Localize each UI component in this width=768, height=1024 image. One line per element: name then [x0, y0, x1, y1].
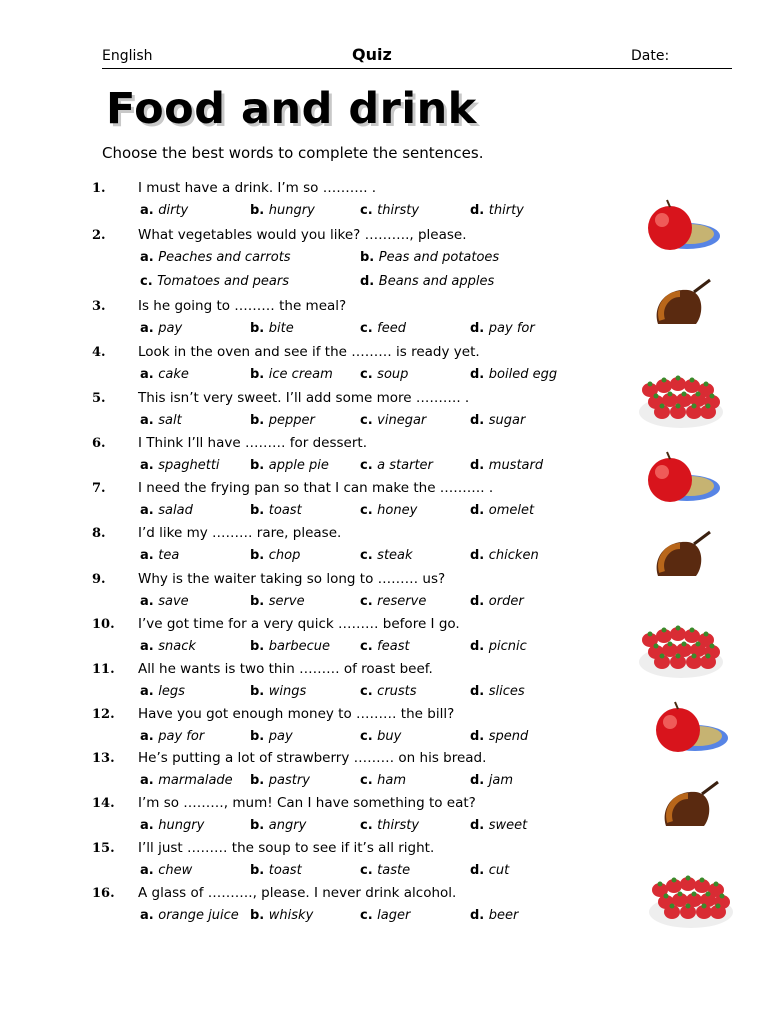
question-number: 1.	[92, 181, 106, 196]
option-letter: b.	[250, 639, 269, 654]
option-b[interactable]	[250, 684, 306, 699]
question-number: 11.	[92, 662, 115, 677]
answer-options	[140, 773, 610, 791]
option-b[interactable]	[250, 729, 293, 744]
option-text: salt	[158, 413, 182, 428]
option-b[interactable]	[250, 594, 305, 609]
question-number: 6.	[92, 436, 106, 451]
option-d[interactable]	[470, 458, 543, 473]
apple-icon	[640, 700, 730, 764]
option-b[interactable]	[250, 863, 302, 878]
option-d[interactable]	[470, 203, 524, 218]
question-3	[92, 299, 632, 345]
option-letter: b.	[250, 203, 269, 218]
option-b[interactable]	[250, 367, 333, 382]
option-a[interactable]	[140, 908, 239, 923]
option-b[interactable]	[250, 458, 329, 473]
option-b[interactable]	[360, 250, 499, 265]
option-text: order	[488, 594, 524, 609]
option-letter: b.	[250, 548, 269, 563]
option-text: wings	[268, 684, 307, 699]
option-letter: a.	[140, 367, 159, 382]
subject-label: English	[102, 48, 153, 64]
pear-icon	[644, 528, 724, 592]
option-a[interactable]	[140, 863, 192, 878]
option-text: ham	[377, 773, 407, 788]
option-text: jam	[488, 773, 514, 788]
question-10	[92, 617, 632, 663]
option-d[interactable]	[470, 321, 535, 336]
question-11	[92, 662, 632, 708]
option-b[interactable]	[250, 203, 315, 218]
option-c[interactable]	[360, 684, 417, 699]
option-letter: a.	[140, 203, 159, 218]
option-c[interactable]	[360, 203, 419, 218]
option-letter: b.	[250, 503, 269, 518]
option-text: feed	[377, 321, 406, 336]
question-text: I need the frying pan so that I can make the ………. .	[138, 480, 494, 496]
question-2	[92, 228, 632, 298]
option-letter: b.	[250, 321, 269, 336]
question-number: 2.	[92, 228, 106, 243]
question-text: I’d like my ……… rare, please.	[138, 525, 342, 541]
option-d[interactable]	[360, 274, 494, 289]
option-text: vinegar	[377, 413, 427, 428]
option-d[interactable]	[470, 639, 527, 654]
question-number: 3.	[92, 299, 106, 314]
option-text: thirty	[488, 203, 524, 218]
option-letter: d.	[470, 548, 489, 563]
option-letter: d.	[470, 594, 489, 609]
option-letter: c.	[360, 908, 378, 923]
option-letter: c.	[360, 773, 378, 788]
option-letter: c.	[360, 548, 378, 563]
option-d[interactable]	[470, 863, 509, 878]
option-text: crusts	[377, 684, 417, 699]
option-letter: b.	[250, 863, 269, 878]
option-letter: a.	[140, 594, 159, 609]
pear-icon	[652, 778, 732, 842]
option-letter: c.	[360, 729, 378, 744]
question-text: All he wants is two thin ……… of roast beef.	[138, 661, 433, 677]
question-number: 5.	[92, 391, 106, 406]
option-letter: b.	[250, 818, 269, 833]
answer-options	[140, 203, 610, 221]
option-text: barbecue	[268, 639, 330, 654]
option-letter: b.	[250, 773, 269, 788]
option-letter: b.	[250, 594, 269, 609]
option-text: pay	[268, 729, 293, 744]
option-text: chew	[158, 863, 193, 878]
question-number: 14.	[92, 796, 115, 811]
option-c[interactable]	[360, 321, 406, 336]
option-text: lager	[377, 908, 411, 923]
question-number: 10.	[92, 617, 115, 632]
option-text: chicken	[488, 548, 539, 563]
option-text: buy	[377, 729, 402, 744]
question-15	[92, 841, 632, 887]
option-d[interactable]	[470, 818, 527, 833]
option-letter: c.	[360, 458, 378, 473]
question-number: 9.	[92, 572, 106, 587]
question-text: This isn’t very sweet. I’ll add some more ………. .	[138, 390, 470, 406]
option-text: reserve	[377, 594, 427, 609]
option-text: a starter	[377, 458, 433, 473]
question-5	[92, 391, 632, 437]
question-text: I’m so ………, mum! Can I have something to eat?	[138, 795, 476, 811]
option-text: serve	[268, 594, 305, 609]
option-text: spaghetti	[158, 458, 220, 473]
question-16	[92, 886, 632, 932]
pear-icon	[644, 276, 724, 340]
question-14	[92, 796, 632, 842]
option-text: hungry	[268, 203, 315, 218]
option-a[interactable]	[140, 321, 182, 336]
option-c[interactable]	[360, 503, 417, 518]
option-text: Peas and potatoes	[378, 250, 500, 265]
strawberry-bowl-icon	[636, 612, 726, 686]
option-letter: a.	[140, 639, 159, 654]
option-letter: b.	[250, 729, 269, 744]
answer-options	[140, 413, 610, 431]
question-number: 8.	[92, 526, 106, 541]
option-a[interactable]	[140, 458, 220, 473]
answer-options	[140, 458, 610, 476]
option-c[interactable]	[360, 729, 401, 744]
option-text: Peaches and carrots	[158, 250, 291, 265]
option-letter: b.	[250, 684, 269, 699]
option-letter: b.	[250, 908, 269, 923]
option-a[interactable]	[140, 729, 204, 744]
option-letter: d.	[470, 321, 489, 336]
option-a[interactable]	[140, 594, 189, 609]
option-text: Tomatoes and pears	[157, 274, 289, 289]
question-text: What vegetables would you like? ………., please.	[138, 227, 467, 243]
option-letter: d.	[470, 684, 489, 699]
option-letter: c.	[360, 639, 378, 654]
question-text: Is he going to ……… the meal?	[138, 298, 347, 314]
question-13	[92, 751, 632, 797]
option-text: dirty	[158, 203, 189, 218]
instructions: Choose the best words to complete the sentences.	[102, 144, 484, 162]
option-a[interactable]	[140, 548, 179, 563]
option-d[interactable]	[470, 908, 518, 923]
option-letter: c.	[360, 321, 378, 336]
question-text: Look in the oven and see if the ……… is ready yet.	[138, 344, 480, 360]
question-number: 4.	[92, 345, 106, 360]
option-text: bite	[268, 321, 294, 336]
option-text: soup	[377, 367, 409, 382]
question-9	[92, 572, 632, 618]
option-a[interactable]	[140, 250, 291, 265]
option-text: pay	[158, 321, 183, 336]
option-b[interactable]	[250, 321, 294, 336]
option-text: thirsty	[377, 818, 420, 833]
option-letter: c.	[140, 274, 158, 289]
option-letter: b.	[250, 413, 269, 428]
question-8	[92, 526, 632, 572]
answer-options	[140, 863, 610, 881]
option-text: slices	[488, 684, 525, 699]
option-b[interactable]	[250, 818, 306, 833]
option-letter: d.	[470, 413, 489, 428]
option-letter: d.	[470, 458, 489, 473]
question-number: 13.	[92, 751, 115, 766]
option-text: spend	[488, 729, 529, 744]
option-c[interactable]	[360, 639, 410, 654]
option-letter: d.	[470, 203, 489, 218]
question-text: Have you got enough money to ……… the bill?	[138, 706, 455, 722]
option-letter: c.	[360, 413, 378, 428]
option-text: orange juice	[158, 908, 239, 923]
question-text: Why is the waiter taking so long to ……… us?	[138, 571, 446, 587]
option-text: toast	[268, 863, 302, 878]
answer-options	[140, 321, 610, 339]
option-letter: c.	[360, 594, 378, 609]
option-c[interactable]	[360, 818, 419, 833]
option-letter: d.	[470, 863, 489, 878]
option-text: toast	[268, 503, 302, 518]
option-b[interactable]	[250, 548, 300, 563]
option-letter: d.	[470, 773, 489, 788]
option-letter: a.	[140, 729, 159, 744]
option-letter: d.	[360, 274, 379, 289]
option-letter: a.	[140, 548, 159, 563]
option-d[interactable]	[470, 594, 524, 609]
option-text: whisky	[268, 908, 314, 923]
option-letter: b.	[250, 367, 269, 382]
question-12	[92, 707, 632, 753]
option-letter: c.	[360, 818, 378, 833]
option-d[interactable]	[470, 729, 528, 744]
answer-options	[140, 818, 610, 836]
option-c[interactable]	[360, 863, 410, 878]
option-letter: a.	[140, 503, 159, 518]
option-text: picnic	[488, 639, 527, 654]
option-a[interactable]	[140, 367, 189, 382]
answer-options	[140, 594, 610, 612]
option-letter: c.	[360, 684, 378, 699]
answer-options	[140, 367, 610, 385]
option-letter: a.	[140, 818, 159, 833]
option-c[interactable]	[140, 274, 289, 289]
answer-options	[140, 729, 610, 747]
option-b[interactable]	[250, 503, 302, 518]
option-a[interactable]	[140, 639, 196, 654]
option-d[interactable]	[470, 503, 534, 518]
question-7	[92, 481, 632, 527]
option-letter: c.	[360, 503, 378, 518]
option-c[interactable]	[360, 367, 408, 382]
option-letter: a.	[140, 684, 159, 699]
option-text: legs	[158, 684, 185, 699]
answer-options	[140, 548, 610, 566]
option-text: tea	[158, 548, 180, 563]
option-a[interactable]	[140, 203, 188, 218]
option-b[interactable]	[250, 413, 315, 428]
option-letter: d.	[470, 908, 489, 923]
option-letter: a.	[140, 773, 159, 788]
answer-options	[140, 503, 610, 521]
option-text: chop	[268, 548, 301, 563]
option-c[interactable]	[360, 773, 406, 788]
option-a[interactable]	[140, 818, 204, 833]
option-text: snack	[158, 639, 196, 654]
option-d[interactable]	[470, 773, 513, 788]
option-letter: d.	[470, 367, 489, 382]
date-label: Date:	[631, 48, 670, 64]
option-c[interactable]	[360, 548, 413, 563]
question-1	[92, 181, 632, 227]
question-text: I must have a drink. I’m so ………. .	[138, 180, 377, 196]
question-text: I’ll just ……… the soup to see if it’s all right.	[138, 840, 435, 856]
option-text: pastry	[268, 773, 310, 788]
option-letter: d.	[470, 818, 489, 833]
option-letter: b.	[250, 458, 269, 473]
option-text: angry	[268, 818, 307, 833]
option-text: taste	[377, 863, 411, 878]
answer-options	[140, 908, 610, 926]
option-a[interactable]	[140, 684, 185, 699]
option-text: cake	[158, 367, 189, 382]
question-4	[92, 345, 632, 391]
option-text: apple pie	[268, 458, 329, 473]
option-letter: d.	[470, 503, 489, 518]
option-c[interactable]	[360, 413, 426, 428]
option-text: sweet	[488, 818, 528, 833]
option-text: pay for	[158, 729, 205, 744]
option-text: boiled egg	[488, 367, 558, 382]
option-c[interactable]	[360, 594, 426, 609]
option-letter: a.	[140, 908, 159, 923]
option-letter: a.	[140, 458, 159, 473]
question-number: 16.	[92, 886, 115, 901]
question-6	[92, 436, 632, 482]
option-text: salad	[158, 503, 193, 518]
option-d[interactable]	[470, 367, 557, 382]
option-a[interactable]	[140, 773, 233, 788]
option-letter: a.	[140, 321, 159, 336]
question-text: A glass of ………., please. I never drink alcohol.	[138, 885, 457, 901]
question-number: 15.	[92, 841, 115, 856]
option-letter: c.	[360, 367, 378, 382]
option-text: Beans and apples	[378, 274, 495, 289]
option-c[interactable]	[360, 908, 410, 923]
option-text: cut	[488, 863, 510, 878]
apple-icon	[632, 198, 722, 262]
question-text: He’s putting a lot of strawberry ……… on his bread.	[138, 750, 487, 766]
quiz-label: Quiz	[352, 45, 392, 64]
question-number: 7.	[92, 481, 106, 496]
option-letter: b.	[360, 250, 379, 265]
page-title: Food and drink	[106, 84, 477, 134]
apple-icon	[632, 450, 722, 514]
option-letter: c.	[360, 203, 378, 218]
option-text: steak	[377, 548, 413, 563]
option-text: sugar	[488, 413, 526, 428]
option-text: pepper	[268, 413, 315, 428]
option-d[interactable]	[470, 548, 539, 563]
option-text: save	[158, 594, 189, 609]
option-text: mustard	[488, 458, 544, 473]
option-text: feast	[377, 639, 410, 654]
option-d[interactable]	[470, 413, 525, 428]
option-a[interactable]	[140, 503, 193, 518]
option-letter: d.	[470, 639, 489, 654]
answer-options	[140, 639, 610, 657]
option-a[interactable]	[140, 413, 182, 428]
option-letter: d.	[470, 729, 489, 744]
option-letter: a.	[140, 413, 159, 428]
option-c[interactable]	[360, 458, 433, 473]
option-text: ice cream	[268, 367, 333, 382]
option-d[interactable]	[470, 684, 525, 699]
option-letter: c.	[360, 863, 378, 878]
option-text: omelet	[488, 503, 535, 518]
question-number: 12.	[92, 707, 115, 722]
answer-options	[140, 684, 610, 702]
strawberry-bowl-icon	[646, 862, 736, 936]
option-text: beer	[488, 908, 519, 923]
option-text: hungry	[158, 818, 205, 833]
option-letter: a.	[140, 250, 159, 265]
option-text: honey	[377, 503, 418, 518]
question-text: I’ve got time for a very quick ……… before I go.	[138, 616, 460, 632]
option-text: thirsty	[377, 203, 420, 218]
option-b[interactable]	[250, 639, 330, 654]
option-b[interactable]	[250, 773, 310, 788]
option-b[interactable]	[250, 908, 313, 923]
question-text: I Think I’ll have ……… for dessert.	[138, 435, 367, 451]
option-text: marmalade	[158, 773, 233, 788]
option-letter: a.	[140, 863, 159, 878]
strawberry-bowl-icon	[636, 362, 726, 436]
answer-options	[140, 250, 610, 289]
option-text: pay for	[488, 321, 535, 336]
page-header	[102, 46, 732, 69]
